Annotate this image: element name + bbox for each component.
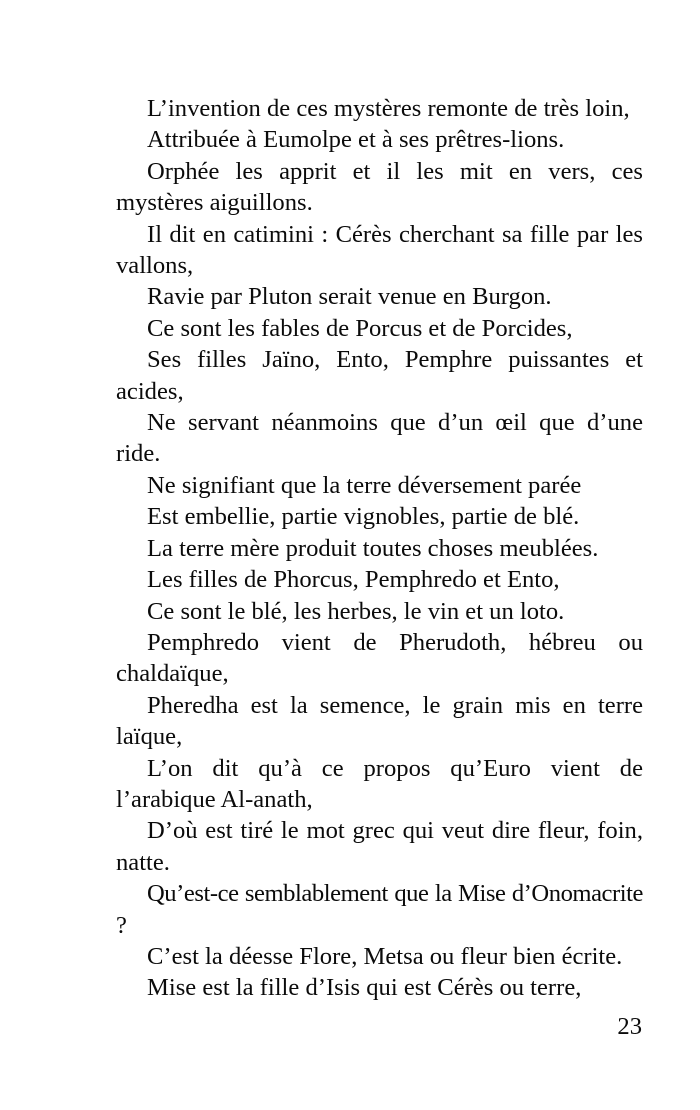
verse: Ce sont les fables de Porcus et de Porcides, <box>147 314 573 342</box>
verse: Pheredha est la semence, le grain mis en terre laïque, <box>116 691 643 751</box>
verse: Qu’est-ce semblablement que la Mise d’Onomacrite ? <box>116 880 643 939</box>
verse: L’invention de ces mystères remonte de très loin, <box>147 95 630 122</box>
verse: Ne signifiant que la terre déversement parée <box>147 471 582 499</box>
verse: Attribuée à Eumolpe et à ses prêtres-lions. <box>147 126 565 154</box>
verse: D’où est tiré le mot grec qui veut dire fleur, foin, natte. <box>116 817 643 876</box>
verse: Mise est la fille d’Isis qui est Cérès ou terre, <box>147 974 582 1002</box>
verse: Est embellie, partie vignobles, partie de blé. <box>147 503 580 531</box>
verse: Orphée les apprit et il les mit en vers, ces mystères aiguillons. <box>116 157 643 217</box>
verse: La terre mère produit toutes choses meublées. <box>147 534 599 562</box>
verse: Pemphredo vient de Pherudoth, hébreu ou chaldaïque, <box>116 628 643 688</box>
verse: Il dit en catimini : Cérès cherchant sa fille par les vallons, <box>116 220 643 280</box>
verse: L’on dit qu’à ce propos qu’Euro vient de l’arabique Al-anath, <box>116 754 643 813</box>
page-number: 23 <box>617 1013 642 1040</box>
verse: Ravie par Pluton serait venue en Burgon. <box>147 283 552 311</box>
verse: Ce sont le blé, les herbes, le vin et un loto. <box>147 597 565 625</box>
verse: Ses filles Jaïno, Ento, Pemphre puissantes et acides, <box>116 346 643 405</box>
verse: C’est la déesse Flore, Metsa ou fleur bien écrite. <box>147 942 623 970</box>
verse: Les filles de Phorcus, Pemphredo et Ento, <box>147 566 560 594</box>
poem-text <box>116 93 643 1004</box>
verse: Ne servant néanmoins que d’un œil que d’une ride. <box>116 409 643 468</box>
